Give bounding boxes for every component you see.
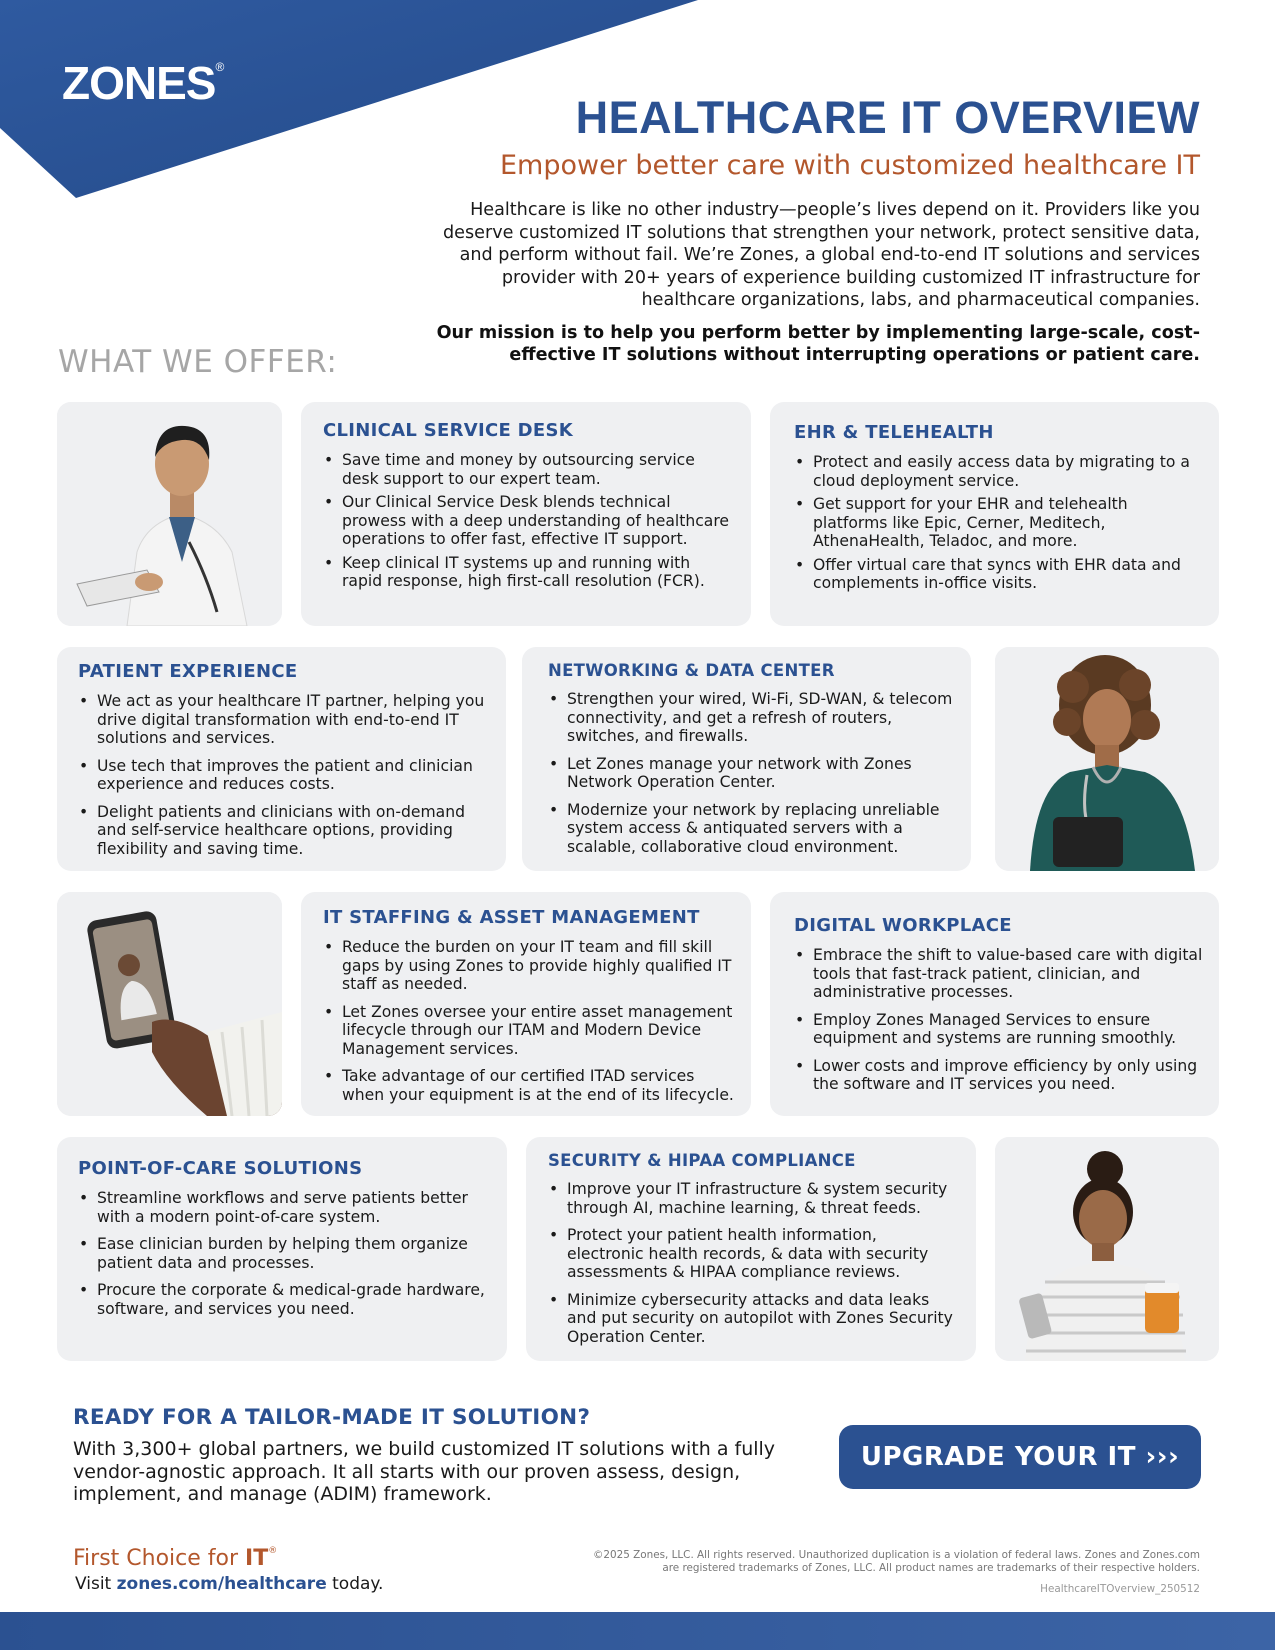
document-code: HealthcareITOverview_250512 (1040, 1583, 1200, 1595)
list-item: • We act as your healthcare IT partner, helping you drive digital transformation with end-to-end IT solutions and services. (78, 692, 490, 748)
cta-text: With 3,300+ global partners, we build customized IT solutions with a fully vendor-agnostic approach. It all starts with our proven assess, design, implement, and manage (ADIM) framework. (73, 1438, 776, 1505)
it-staffing-asset-management-card (301, 892, 751, 1116)
card-title: IT STAFFING & ASSET MANAGEMENT (323, 907, 700, 928)
list-item: • Reduce the burden on your IT team and fill skill gaps by using Zones to provide highly qualified IT staff as needed. (323, 938, 735, 994)
page-subtitle: Empower better care with customized healthcare IT (499, 150, 1200, 181)
bullet-list (548, 690, 957, 856)
mission-statement: Our mission is to help you perform better by implementing large-scale, cost-effective IT solutions without interrupting operations or patient care. (436, 323, 1200, 365)
cta-heading: READY FOR A TAILOR-MADE IT SOLUTION? (73, 1405, 591, 1430)
visit-line: Visit zones.com/healthcare today. (75, 1574, 384, 1594)
ehr-telehealth-card (770, 402, 1219, 626)
clinical-service-desk-card (301, 402, 751, 626)
list-item: • Let Zones oversee your entire asset management lifecycle through our ITAM and Modern Device Management services. (323, 1003, 735, 1059)
card-title: PATIENT EXPERIENCE (78, 661, 298, 682)
bullet-list (78, 692, 490, 858)
intro-paragraph: Healthcare is like no other industry—people’s lives depend on it. Providers like you deserve customized IT solutions that strengthen your network, protect sensitive data, and perform without fail. We’re Zones, a global end-to-end IT solutions and services provider with 20+ years of experience building customized IT infrastructure for healthcare organizations, labs, and pharmaceutical companies. (443, 200, 1200, 310)
card-title: POINT-OF-CARE SOLUTIONS (78, 1158, 363, 1179)
upgrade-your-it-button[interactable]: UPGRADE YOUR IT ››› (839, 1425, 1201, 1489)
card-title: CLINICAL SERVICE DESK (323, 420, 573, 441)
point-of-care-solutions-card (57, 1137, 507, 1361)
legal-notice: ©2025 Zones, LLC. All rights reserved. Unauthorized duplication is a violation of federal laws. Zones and Zones.com are registered trademarks of Zones, LLC. All product names are trademarks of their respective holders. (593, 1549, 1200, 1574)
card-title: EHR & TELEHEALTH (794, 422, 994, 443)
hand-phone-telehealth-photo (57, 892, 282, 1116)
list-item: • Lower costs and improve efficiency by only using the software and IT services you need. (794, 1057, 1203, 1094)
list-item: • Procure the corporate & medical-grade hardware, software, and services you need. (78, 1281, 491, 1318)
card-title: NETWORKING & DATA CENTER (548, 661, 835, 680)
list-item: • Use tech that improves the patient and clinician experience and reduces costs. (78, 757, 490, 794)
zones-logo[interactable]: ZONES® (62, 57, 224, 109)
patient-experience-card (57, 647, 506, 871)
list-item: • Delight patients and clinicians with on-demand and self-service healthcare options, providing flexibility and saving time. (78, 803, 490, 859)
bullet-list (323, 938, 735, 1104)
list-item: • Get support for your EHR and telehealth platforms like Epic, Cerner, Meditech, AthenaHealth, Teladoc, and more. (794, 495, 1201, 551)
list-item: • Streamline workflows and serve patients better with a modern point-of-care system. (78, 1189, 491, 1226)
footer-bar (0, 1612, 1275, 1650)
list-item: • Offer virtual care that syncs with EHR data and complements in-office visits. (794, 556, 1201, 593)
tagline: First Choice for IT® (73, 1546, 278, 1571)
healthcare-link[interactable]: zones.com/healthcare (116, 1574, 327, 1594)
card-title: DIGITAL WORKPLACE (794, 915, 1012, 936)
list-item: • Keep clinical IT systems up and running with rapid response, high first-call resolution (FCR). (323, 554, 731, 591)
list-item: • Protect and easily access data by migrating to a cloud deployment service. (794, 453, 1201, 490)
list-item: • Strengthen your wired, Wi-Fi, SD-WAN, & telecom connectivity, and get a refresh of routers, switches, and firewalls. (548, 690, 957, 746)
what-we-offer-heading: WHAT WE OFFER: (58, 344, 338, 380)
bullet-list (794, 453, 1201, 593)
digital-workplace-card (770, 892, 1219, 1116)
list-item: • Improve your IT infrastructure & system security through AI, machine learning, & threat feeds. (548, 1180, 958, 1217)
networking-data-center-card (522, 647, 971, 871)
page-title: HEALTHCARE IT OVERVIEW (575, 92, 1200, 143)
bullet-list (78, 1189, 491, 1318)
list-item: • Take advantage of our certified ITAD services when your equipment is at the end of its lifecycle. (323, 1067, 735, 1104)
list-item: • Minimize cybersecurity attacks and data leaks and put security on autopilot with Zones Security Operation Center. (548, 1291, 958, 1347)
list-item: • Employ Zones Managed Services to ensure equipment and systems are running smoothly. (794, 1011, 1203, 1048)
bullet-list (323, 451, 731, 591)
woman-phone-medication-photo (995, 1137, 1219, 1361)
doctor-tablet-photo (57, 402, 282, 626)
bullet-list (794, 946, 1203, 1094)
list-item: • Save time and money by outsourcing service desk support to our expert team. (323, 451, 731, 488)
list-item: • Our Clinical Service Desk blends technical prowess with a deep understanding of healthcare operations to offer fast, effective IT support. (323, 493, 731, 549)
list-item: • Ease clinician burden by helping them organize patient data and processes. (78, 1235, 491, 1272)
list-item: • Modernize your network by replacing unreliable system access & antiquated servers with a scalable, collaborative cloud environment. (548, 801, 957, 857)
bullet-list (548, 1180, 958, 1346)
card-title: SECURITY & HIPAA COMPLIANCE (548, 1151, 856, 1170)
list-item: • Protect your patient health information, electronic health records, & data with security assessments & HIPAA compliance reviews. (548, 1226, 958, 1282)
nurse-tablet-photo (995, 647, 1219, 871)
security-hipaa-compliance-card (526, 1137, 976, 1361)
list-item: • Embrace the shift to value-based care with digital tools that fast-track patient, clinician, and administrative processes. (794, 946, 1203, 1002)
list-item: • Let Zones manage your network with Zones Network Operation Center. (548, 755, 957, 792)
